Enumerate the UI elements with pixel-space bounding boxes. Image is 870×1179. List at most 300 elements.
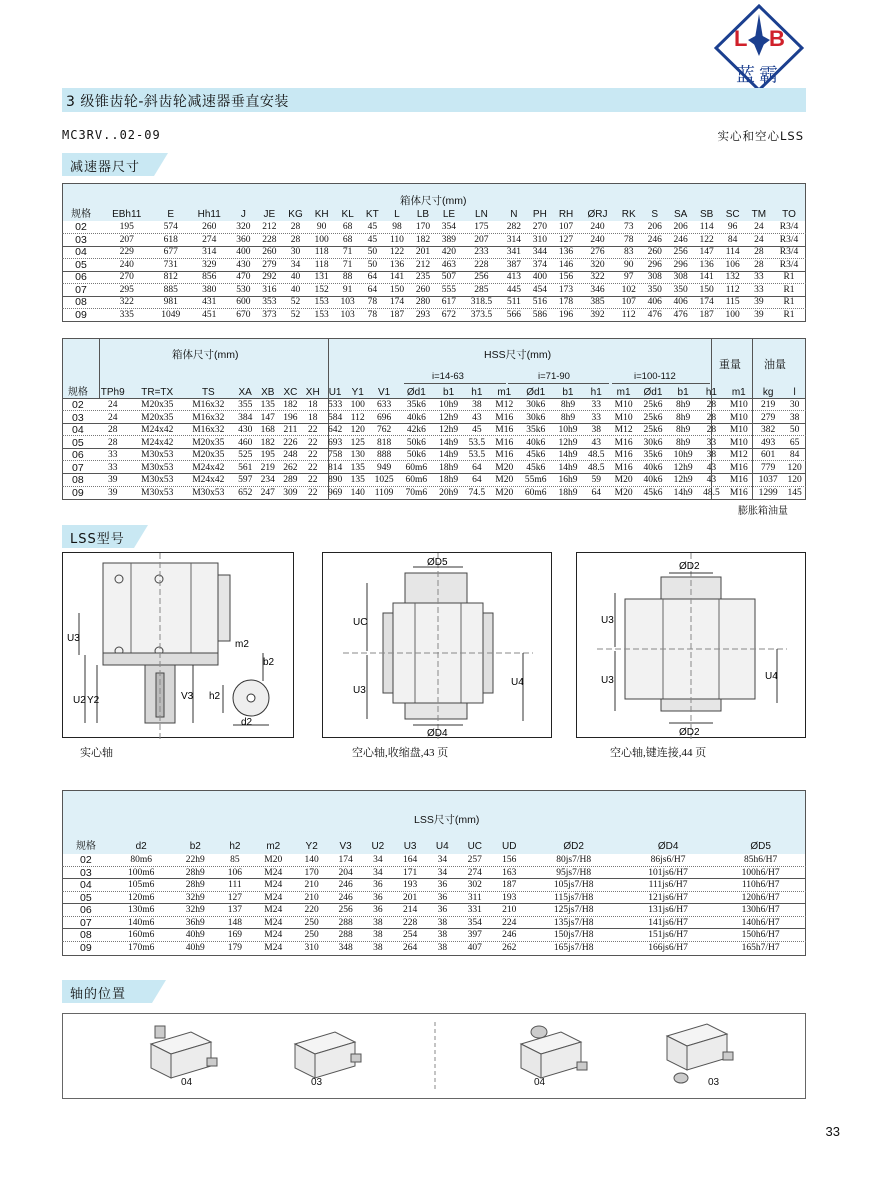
- table-cell: 214: [402, 905, 418, 916]
- table-row: [62, 449, 806, 462]
- column-header: ØD4: [657, 841, 679, 852]
- table-cell: 219: [761, 400, 776, 411]
- table-cell: 322: [590, 272, 605, 283]
- table-cell: 507: [441, 272, 457, 283]
- table-cell: 114: [725, 247, 740, 258]
- table-cell: 260: [202, 222, 217, 233]
- column-header: SB: [699, 208, 714, 220]
- table-cell: 314: [506, 234, 522, 245]
- label-u3-bottom: U3: [601, 675, 614, 686]
- label-u3: U3: [67, 633, 80, 644]
- table-cell: 86js6/H7: [650, 855, 686, 866]
- table-cell: 285: [474, 284, 489, 295]
- column-header: J: [240, 208, 246, 220]
- table-cell: 105m6: [127, 880, 155, 891]
- table-cell: 164: [402, 855, 418, 866]
- table-cell: 18: [308, 400, 318, 411]
- table-cell: 511: [506, 297, 521, 308]
- table-cell: 38: [437, 917, 448, 928]
- table-cell: 250: [304, 930, 319, 941]
- table-cell: 103: [340, 309, 355, 320]
- table-cell: 1109: [374, 487, 394, 498]
- table-cell: M20x35: [192, 450, 225, 461]
- table-cell: 148: [227, 917, 243, 928]
- table-cell: M20: [495, 475, 514, 486]
- table-cell: 136: [389, 259, 405, 270]
- table-cell: 196: [558, 309, 574, 320]
- position-diagram-1: [151, 1026, 217, 1078]
- table-cell: M10: [614, 412, 633, 423]
- column-header: Y2: [305, 841, 318, 852]
- table-row: [62, 474, 806, 487]
- table-cell: M30x53: [141, 475, 174, 486]
- table-cell: 516: [532, 297, 547, 308]
- table-row: [62, 284, 806, 297]
- table-cell: 14h9: [558, 462, 578, 473]
- table-cell: 40: [290, 272, 301, 283]
- gearbox-dimensions-table: [62, 208, 806, 321]
- column-header: ØD2: [563, 841, 584, 852]
- table-cell: 353: [262, 297, 277, 308]
- table-cell: 310: [304, 942, 319, 953]
- table-cell: 38: [591, 425, 601, 436]
- table-cell: 262: [283, 462, 298, 473]
- row-size-label: 06: [75, 271, 87, 284]
- table-cell: 693: [327, 437, 343, 448]
- table-cell: 187: [699, 309, 714, 320]
- position-diagram-3: [521, 1026, 587, 1078]
- table-cell: 36: [373, 892, 383, 903]
- table-cell: 100h6/H7: [741, 867, 780, 878]
- table-cell: M20: [495, 487, 514, 498]
- table-cell: 107: [558, 222, 574, 233]
- table-cell: 85h6/H7: [744, 855, 778, 866]
- column-header: l: [793, 386, 796, 398]
- table-row: [62, 892, 806, 905]
- table-cell: 34: [290, 259, 301, 270]
- table-cell: 574: [163, 222, 178, 233]
- table-cell: 28: [754, 247, 764, 258]
- column-header: Y1: [351, 386, 364, 398]
- table-cell: M16: [729, 475, 748, 486]
- table-cell: M24x42: [192, 462, 225, 473]
- table-cell: 127: [558, 234, 574, 245]
- table-cell: 210: [502, 905, 517, 916]
- table-cell: 40: [290, 284, 301, 295]
- table-cell: 120: [787, 462, 802, 473]
- table-cell: M12: [614, 425, 633, 436]
- table-cell: 22: [308, 437, 318, 448]
- table-cell: 731: [163, 259, 178, 270]
- table-cell: 354: [467, 917, 482, 928]
- column-header: TM: [751, 208, 767, 220]
- table-cell: 74.5: [468, 487, 486, 498]
- table-cell: 131js6/H7: [648, 905, 688, 916]
- table-cell: 318.5: [470, 297, 493, 308]
- table-cell: 1049: [161, 309, 181, 320]
- table-cell: 1299: [758, 487, 778, 498]
- table-cell: M16: [614, 450, 633, 461]
- table-cell: 182: [415, 234, 431, 245]
- column-header: b1: [562, 386, 574, 398]
- table-cell: 48.5: [587, 450, 605, 461]
- table-cell: 355: [238, 400, 253, 411]
- table-cell: 247: [260, 487, 275, 498]
- table-cell: 130: [350, 450, 365, 461]
- table-cell: R3/4: [779, 222, 799, 233]
- column-header: S: [651, 208, 659, 220]
- table-cell: 102: [621, 284, 636, 295]
- label-d4: ØD4: [427, 728, 448, 739]
- table-cell: 360: [236, 234, 251, 245]
- table-cell: 43: [591, 437, 601, 448]
- table-cell: 8h9: [675, 400, 691, 411]
- table-cell: 141: [389, 272, 405, 283]
- column-header: Ød1: [526, 386, 546, 398]
- table-cell: 187: [502, 880, 517, 891]
- column-header: LE: [442, 208, 456, 220]
- table-cell: 8h9: [560, 400, 576, 411]
- table-cell: 80m6: [130, 855, 152, 866]
- table-cell: 107: [621, 297, 636, 308]
- table-cell: 22: [308, 462, 318, 473]
- table-cell: 431: [202, 297, 217, 308]
- column-header: KL: [341, 208, 354, 220]
- table-cell: M16x32: [192, 412, 225, 423]
- table-cell: 24: [754, 234, 764, 245]
- table-cell: 470: [236, 272, 251, 283]
- table-cell: 38: [373, 917, 383, 928]
- table-cell: 90: [623, 259, 634, 270]
- table-cell: 39: [754, 297, 764, 308]
- table-cell: 322: [119, 297, 134, 308]
- row-size-label: 03: [80, 866, 92, 879]
- table-cell: 84: [727, 234, 738, 245]
- table-cell: 156: [558, 272, 574, 283]
- table-cell: 331: [467, 905, 482, 916]
- table-cell: 174: [699, 297, 714, 308]
- table-cell: 696: [376, 412, 392, 423]
- table-cell: 182: [260, 437, 275, 448]
- table-cell: 120m6: [127, 892, 155, 903]
- row-size-label: 09: [72, 486, 84, 499]
- page-title: 3 级锥齿轮-斜齿轮减速器垂直安装: [66, 94, 289, 110]
- column-header: XC: [283, 386, 298, 398]
- column-header: UD: [502, 841, 517, 852]
- table-cell: 40k6: [643, 462, 663, 473]
- table-cell: 246: [338, 880, 353, 891]
- table-cell: 136: [558, 247, 574, 258]
- table-cell: 64: [367, 284, 378, 295]
- table-cell: 981: [163, 297, 178, 308]
- table-cell: M24: [264, 905, 283, 916]
- table-cell: 145: [787, 487, 802, 498]
- table2-group-oil: 油量: [764, 358, 786, 371]
- column-header: U3: [403, 841, 417, 852]
- table-row: [62, 867, 806, 880]
- table-cell: 320: [236, 222, 251, 233]
- table-cell: 320: [590, 259, 605, 270]
- column-header: KH: [314, 208, 329, 220]
- table-cell: 50k6: [406, 450, 426, 461]
- table-cell: M20x35: [141, 400, 174, 411]
- table-cell: R1: [783, 309, 795, 320]
- row-size-label: 05: [75, 258, 87, 271]
- table2-group-weight: 重量: [719, 358, 741, 371]
- row-size-label: 08: [72, 474, 84, 487]
- table-cell: 43: [706, 462, 717, 473]
- table-cell: 196: [283, 412, 298, 423]
- table-cell: 374: [532, 259, 547, 270]
- table-cell: 24: [754, 222, 764, 233]
- table-cell: M10: [614, 400, 633, 411]
- table-cell: 43: [706, 475, 717, 486]
- table-cell: 48.5: [587, 462, 605, 473]
- table-cell: 112: [621, 309, 636, 320]
- table-cell: 68: [342, 222, 353, 233]
- table-cell: 25k6: [643, 425, 663, 436]
- table-cell: 130m6: [127, 905, 155, 916]
- table-cell: 171: [402, 867, 418, 878]
- table-cell: M24: [264, 892, 283, 903]
- table-cell: 14h9: [439, 437, 459, 448]
- table-cell: 584: [327, 412, 343, 423]
- table-cell: 80js7/H8: [556, 855, 592, 866]
- table-cell: 276: [590, 247, 605, 258]
- column-header: V1: [377, 386, 391, 398]
- table-cell: 420: [441, 247, 457, 258]
- table-cell: M24: [264, 880, 283, 891]
- table-cell: 195: [260, 450, 275, 461]
- table-cell: 400: [236, 247, 251, 258]
- table-cell: 36: [437, 892, 448, 903]
- table-row: [62, 929, 806, 942]
- table-cell: 279: [262, 259, 277, 270]
- table-cell: 22: [308, 450, 318, 461]
- caption-solid-shaft: 实心轴: [80, 747, 113, 759]
- table-cell: 445: [506, 284, 522, 295]
- table2-group-hss: HSS尺寸(mm): [484, 349, 552, 361]
- table-cell: 220: [304, 905, 319, 916]
- column-header: N: [510, 208, 518, 220]
- table-cell: 289: [283, 475, 298, 486]
- column-header: h1: [590, 386, 602, 398]
- table-cell: 39: [107, 475, 118, 486]
- label-u4: U4: [765, 671, 778, 682]
- table-cell: 50: [367, 247, 378, 258]
- table-row: [62, 246, 806, 259]
- table-cell: 30k6: [526, 412, 546, 423]
- table-cell: 670: [236, 309, 251, 320]
- table-cell: 25k6: [643, 412, 663, 423]
- table-cell: 295: [119, 284, 134, 295]
- table-cell: 384: [238, 412, 253, 423]
- table-cell: 28: [107, 425, 118, 436]
- drawing-hollow-shrink-disc: [322, 552, 552, 738]
- table-cell: 407: [467, 942, 482, 953]
- table-cell: 110h6/H7: [741, 880, 780, 891]
- table-cell: 131: [314, 272, 329, 283]
- table-row: [62, 462, 806, 475]
- row-size-label: 09: [75, 308, 87, 321]
- table-cell: 60m6: [405, 475, 428, 486]
- table-cell: R1: [783, 297, 795, 308]
- table-cell: 246: [338, 892, 353, 903]
- table-cell: M16: [729, 462, 748, 473]
- table-cell: 413: [506, 272, 522, 283]
- table-cell: 18h9: [558, 487, 578, 498]
- table-cell: M10: [729, 400, 748, 411]
- table-cell: 179: [227, 942, 243, 953]
- table-cell: 206: [673, 222, 688, 233]
- table-cell: 78: [623, 234, 634, 245]
- ratio-label-1: i=14-63: [432, 371, 464, 382]
- table-cell: 163: [502, 867, 517, 878]
- column-header: PH: [532, 208, 547, 220]
- header-row: [62, 840, 806, 854]
- table-cell: M12: [729, 450, 748, 461]
- table-cell: 226: [283, 437, 298, 448]
- table-cell: 150h6/H7: [741, 930, 780, 941]
- table-cell: 84: [789, 450, 800, 461]
- row-size-label: 04: [72, 424, 84, 437]
- table-cell: 34: [437, 867, 448, 878]
- row-size-label: 05: [80, 891, 92, 904]
- table-cell: 888: [376, 450, 392, 461]
- table-cell: 350: [647, 284, 662, 295]
- table-cell: 314: [202, 247, 217, 258]
- table-cell: 382: [761, 425, 776, 436]
- table-cell: 121js6/H7: [648, 892, 688, 903]
- column-header: Hh11: [197, 208, 221, 220]
- column-header: kg: [762, 386, 774, 398]
- table-cell: 28: [754, 259, 764, 270]
- row-size-label: 03: [75, 233, 87, 246]
- table-cell: 103: [340, 297, 355, 308]
- table-cell: 618: [163, 234, 178, 245]
- table3-group-header: LSS尺寸(mm): [414, 814, 480, 826]
- column-header: KT: [365, 208, 379, 220]
- table-cell: 890: [327, 475, 343, 486]
- table-row: [62, 942, 806, 955]
- table-cell: 207: [119, 234, 134, 245]
- table-cell: 30: [789, 400, 800, 411]
- column-header: RH: [558, 208, 574, 220]
- table-cell: 115js7/H8: [554, 892, 594, 903]
- table-cell: M20: [614, 475, 633, 486]
- position-diagram-2: [295, 1032, 361, 1078]
- table-cell: 530: [236, 284, 251, 295]
- table-cell: 150: [389, 284, 405, 295]
- column-header: m1: [497, 386, 512, 398]
- label-d2: d2: [241, 717, 253, 728]
- table-cell: 118: [314, 259, 329, 270]
- table-cell: 36: [373, 880, 383, 891]
- table-cell: 24: [107, 412, 118, 423]
- table-cell: M30x53: [141, 450, 174, 461]
- table-cell: 83: [623, 247, 634, 258]
- table-cell: 1037: [758, 475, 778, 486]
- table-cell: 33: [754, 284, 764, 295]
- table-cell: M16: [729, 487, 748, 498]
- table-cell: 120h6/H7: [741, 892, 780, 903]
- column-header: m1: [616, 386, 631, 398]
- table-cell: 206: [647, 222, 662, 233]
- table-cell: 34: [373, 867, 383, 878]
- table-cell: 392: [590, 309, 605, 320]
- table-cell: 818: [376, 437, 392, 448]
- table-cell: 348: [338, 942, 353, 953]
- column-header: ØRJ: [587, 208, 608, 220]
- table-cell: 389: [441, 234, 457, 245]
- row-size-label: 07: [72, 461, 84, 474]
- table-cell: 12h9: [439, 412, 459, 423]
- table-cell: 373: [262, 309, 277, 320]
- table-cell: 156: [502, 855, 517, 866]
- table-cell: 45: [367, 222, 378, 233]
- table-cell: 40h9: [185, 942, 205, 953]
- table-cell: 476: [673, 309, 688, 320]
- table-cell: 533: [327, 400, 343, 411]
- table-cell: 35k6: [526, 425, 546, 436]
- table-cell: M10: [729, 425, 748, 436]
- label-uc: UC: [353, 617, 368, 628]
- shaft-type-label: 实心和空心LSS: [717, 129, 804, 143]
- table-cell: 35k6: [406, 400, 426, 411]
- table-cell: 14h9: [558, 450, 578, 461]
- table-cell: 210: [304, 880, 319, 891]
- table-cell: 170: [415, 222, 431, 233]
- header-row: [62, 386, 806, 399]
- position-label-3: 04: [534, 1077, 546, 1088]
- table-cell: M30x53: [141, 487, 174, 498]
- model-code: MC3RV..02-09: [62, 128, 161, 142]
- table-cell: 270: [119, 272, 134, 283]
- table-cell: M16: [495, 412, 514, 423]
- table-cell: 212: [415, 259, 431, 270]
- column-header: Ød1: [406, 386, 426, 398]
- table-cell: 195: [119, 222, 134, 233]
- label-u4: U4: [511, 677, 524, 688]
- row-size-label: 06: [80, 904, 92, 917]
- column-header: m2: [266, 841, 281, 852]
- table-cell: M10: [729, 437, 748, 448]
- table-cell: 90: [316, 222, 327, 233]
- table-cell: 856: [202, 272, 217, 283]
- table-cell: 385: [590, 297, 605, 308]
- table-cell: 430: [238, 425, 253, 436]
- table-cell: R3/4: [779, 259, 799, 270]
- table-cell: 85: [230, 855, 240, 866]
- table-cell: 168: [260, 425, 275, 436]
- table-cell: M16: [495, 425, 514, 436]
- column-header: b1: [443, 386, 455, 398]
- table-cell: M16: [614, 437, 633, 448]
- table2-group-box: 箱体尺寸(mm): [172, 349, 239, 361]
- row-size-label: 02: [72, 399, 84, 412]
- table-cell: 460: [238, 437, 253, 448]
- label-u3: U3: [353, 685, 366, 696]
- table-cell: 152: [314, 284, 329, 295]
- label-d5: ØD5: [427, 557, 448, 568]
- table-cell: M20x35: [192, 437, 225, 448]
- column-header: Ød1: [643, 386, 663, 398]
- table-cell: 525: [238, 450, 253, 461]
- table-cell: 170: [304, 867, 319, 878]
- label-h2: h2: [209, 691, 221, 702]
- table-cell: 169: [227, 930, 243, 941]
- table-cell: 600: [236, 297, 251, 308]
